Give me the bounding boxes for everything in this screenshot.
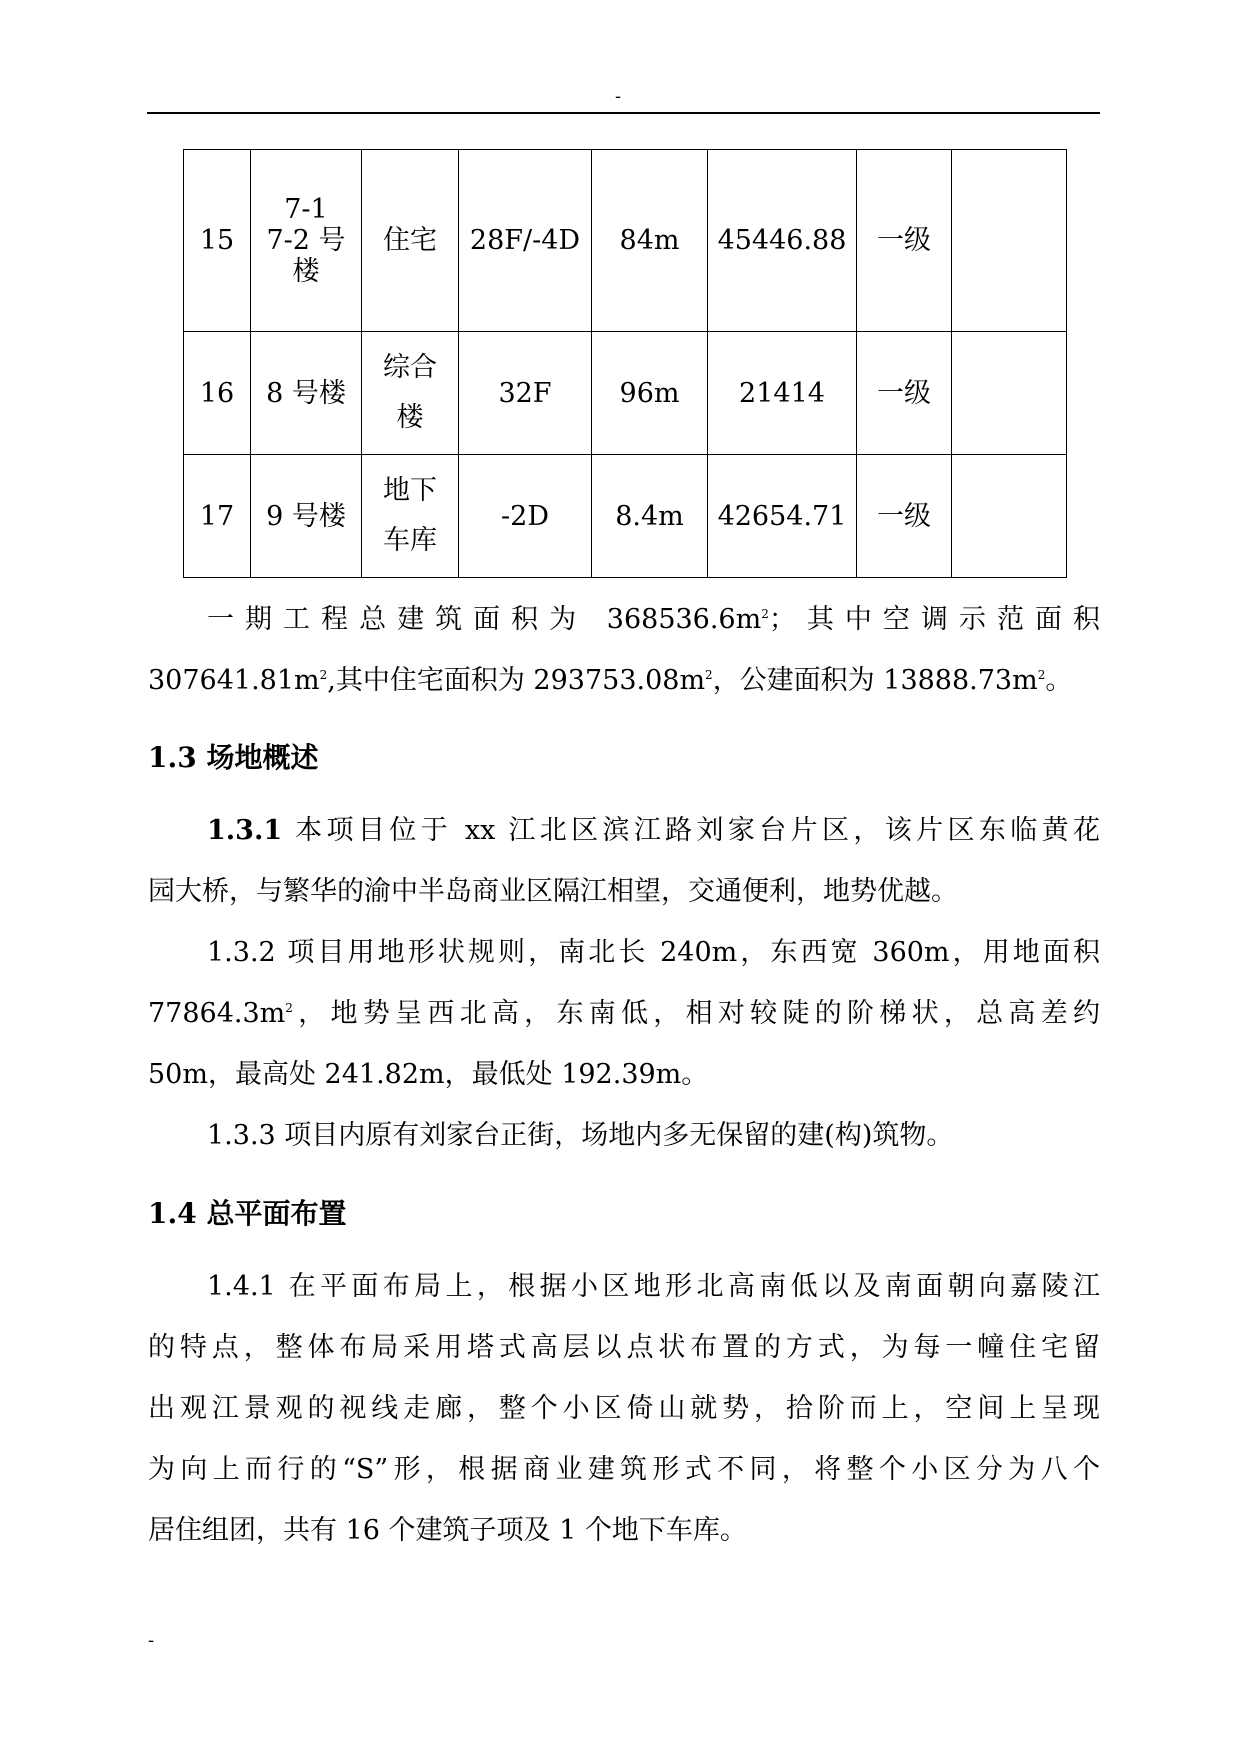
table-row [184, 150, 1067, 332]
cell-note [952, 332, 1067, 455]
table-row [184, 332, 1067, 455]
superscript: 2 [285, 1001, 293, 1015]
summary-line-1 [207, 589, 1100, 650]
paragraph-1-3-2-line: 1.3.2 项目用地形状规则，南北长 240m，东西宽 360m，用地面积 [207, 937, 1100, 968]
cell-line: 7-2 号 [266, 225, 346, 256]
cell-grade: 一级 [857, 455, 952, 578]
superscript: 2 [1037, 668, 1046, 682]
cell-floors: 32F [459, 332, 592, 455]
cell-height: 8.4m [592, 455, 708, 578]
cell-use: 住宅 [362, 150, 459, 332]
superscript: 2 [761, 607, 769, 621]
paragraph-1-4-1-line: 居住组团，共有 16 个建筑子项及 1 个地下车库。 [148, 1515, 747, 1546]
cell-line: 地下 [383, 475, 437, 506]
paragraph-1-3-1-line: 园大桥，与繁华的渝中半岛商业区隔江相望，交通便利，地势优越。 [148, 876, 958, 907]
superscript: 2 [705, 668, 713, 682]
cell-building [251, 150, 362, 332]
paragraph-1-3-1-line [207, 800, 1100, 861]
cell-line: 7-1 [284, 194, 328, 225]
cell-area: 45446.88 [708, 150, 857, 332]
cell-floors: -2D [459, 455, 592, 578]
paragraph-1-3-3: 1.3.3 项目内原有刘家台正街，场地内多无保留的建(构)筑物。 [207, 1120, 954, 1151]
cell-no: 15 [184, 150, 251, 332]
cell-note [952, 150, 1067, 332]
cell-area: 42654.71 [708, 455, 857, 578]
header-mark: - [615, 86, 622, 107]
cell-grade: 一级 [857, 150, 952, 332]
paragraph-text: ，地势呈西北高，东南低，相对较陡的阶梯状，总高差约 [292, 998, 1100, 1029]
cell-line: 综合 [383, 352, 437, 383]
cell-building: 8 号楼 [251, 332, 362, 455]
cell-area: 21414 [708, 332, 857, 455]
cell-line: 车库 [383, 525, 437, 556]
summary-text: 。 [1045, 665, 1073, 696]
cell-note [952, 455, 1067, 578]
paragraph-1-4-1-line: 的特点，整体布局采用塔式高层以点状布置的方式，为每一幢住宅留 [148, 1332, 1100, 1363]
paragraph-1-4-1-line: 1.4.1 在平面布局上，根据小区地形北高南低以及南面朝向嘉陵江 [207, 1271, 1100, 1302]
header-rule [147, 112, 1100, 114]
section-heading-1-4: 1.4 总平面布置 [148, 1197, 347, 1230]
superscript: 2 [319, 668, 328, 682]
cell-grade: 一级 [857, 332, 952, 455]
building-table [183, 149, 1067, 578]
cell-height: 96m [592, 332, 708, 455]
paragraph-1-3-2-line: 50m，最高处 241.82m，最低处 192.39m。 [148, 1059, 709, 1090]
paragraph-1-3-2-line [148, 983, 1100, 1044]
cell-no: 16 [184, 332, 251, 455]
cell-use [362, 455, 459, 578]
summary-text: 一期工程总建筑面积为 368536.6m [207, 604, 762, 635]
cell-height: 84m [592, 150, 708, 332]
summary-text: ,其中住宅面积为 293753.08m [327, 665, 706, 696]
summary-text: ，公建面积为 13888.73m [712, 665, 1038, 696]
footer-mark: - [148, 1630, 155, 1651]
cell-line: 楼 [292, 256, 320, 287]
cell-no: 17 [184, 455, 251, 578]
summary-line-2 [148, 650, 1100, 711]
cell-floors: 28F/-4D [459, 150, 592, 332]
paragraph-text: 77864.3m [148, 998, 286, 1029]
summary-text: 307641.81m [148, 665, 320, 696]
cell-use [362, 332, 459, 455]
table-row [184, 455, 1067, 578]
clause-number: 1.3.1 [207, 815, 283, 846]
section-heading-1-3: 1.3 场地概述 [148, 741, 319, 774]
summary-text: ；其中空调示范面积 [768, 604, 1101, 635]
paragraph-1-4-1-line: 为向上而行的“S”形，根据商业建筑形式不同，将整个小区分为八个 [148, 1454, 1100, 1485]
paragraph-1-4-1-line: 出观江景观的视线走廊，整个小区倚山就势，拾阶而上，空间上呈现 [148, 1393, 1100, 1424]
cell-line: 楼 [396, 402, 424, 433]
cell-building: 9 号楼 [251, 455, 362, 578]
paragraph-text: 本项目位于 xx 江北区滨江路刘家台片区，该片区东临黄花 [282, 815, 1100, 846]
